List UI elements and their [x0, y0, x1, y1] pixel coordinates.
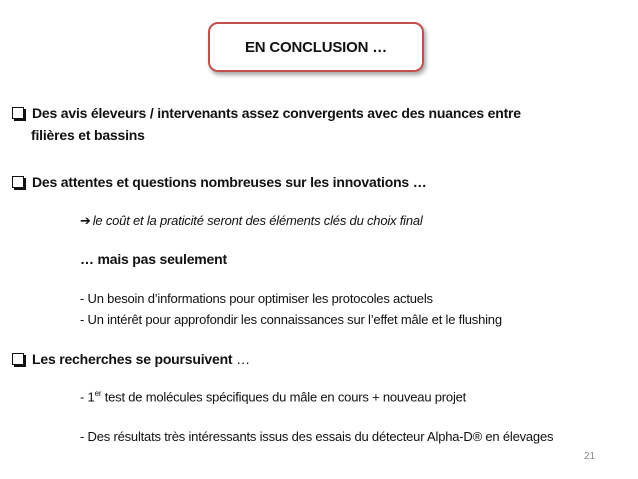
page-number: 21 — [584, 451, 596, 462]
checkbox-bullet-icon — [12, 107, 24, 119]
bullet-2: Des attentes et questions nombreuses sur les innovations … — [12, 174, 427, 190]
right-arrow-icon: ➔ — [80, 213, 91, 228]
bullet-1-line-1: Des avis éleveurs / intervenants assez convergents avec des nuances entre — [12, 105, 521, 121]
slide-title: EN CONCLUSION … — [244, 38, 387, 56]
bullet-3-item-1: - 1er test de molécules spécifiques du mâle en cours + nouveau projet — [80, 389, 467, 405]
bullet-1-line-2: filières et bassins — [31, 127, 145, 143]
bullet-2-item-1: - Un besoin d’informations pour optimiser les protocoles actuels — [80, 291, 433, 306]
checkbox-bullet-icon — [12, 176, 24, 188]
bullet-2-arrow-line: ➔ le coût et la praticité seront des éléments clés du choix final — [80, 213, 423, 228]
bullet-2-subheading: … mais pas seulement — [80, 251, 227, 267]
bullet-3-item-2: - Des résultats très intéressants issus des essais du détecteur Alpha-D® en élevages — [80, 429, 554, 444]
bullet-3: Les recherches se poursuivent … — [12, 351, 250, 367]
checkbox-bullet-icon — [12, 353, 24, 365]
bullet-2-item-2: - Un intérêt pour approfondir les connaissances sur l’effet mâle et le flushing — [80, 312, 502, 327]
title-box — [208, 22, 424, 72]
